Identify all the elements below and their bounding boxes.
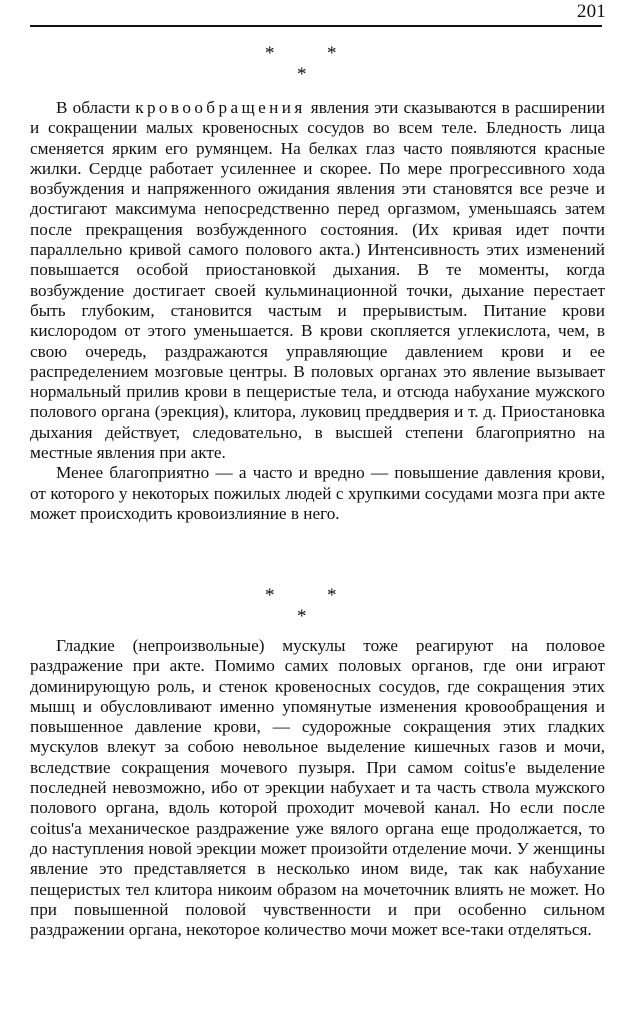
paragraph-circulation <box>30 98 605 463</box>
separator-star: * <box>327 585 337 606</box>
paragraph-body: явления эти сказываются в расширении и сокращении малых кровеносных сосудов во всем теле. Бледность лица сменяется ярким его румянцем. На белках глаз часто появляются красные жилки. Сердце работает усиленнее и скорее. По мере прогрессивного хода возбуждения и напряженного ожидания явления эти становятся все резче и достигают максимума непосредственно перед оргазмом, уменьшаясь затем после прекращения возбужденного состояния. (Их кривая идет почти параллельно кривой самого полового акта.) Интенсивность этих изменений повышается особой приостановкой дыхания. В те моменты, когда возбуждение достигает своей кульминационной точки, дыхание перестает быть глубоким, становится частым и прерывистым. Питание крови кислородом от этого уменьшается. В крови скопляется углекислота, чем, в свою очередь, раздражаются управляющие давлением крови и ее распределением мозговые центры. В половых органах это явление вызывает нормальный прилив крови в пещеристые тела, и отсюда набухание мужского полового органа (эрекция), клитора, луковиц преддверия и т. д. Приостановка дыхания действует, следовательно, в высшей степени благоприятно на местные явления при акте. <box>30 98 605 463</box>
header-rule <box>30 25 602 27</box>
separator-star: * <box>327 43 337 64</box>
section-separator <box>0 586 620 630</box>
emphasized-term: кровообращения <box>135 98 306 117</box>
paragraph-smooth-muscles: Гладкие (непроизвольные) мускулы тоже реагируют на половое раздражение при акте. Помимо самих половых органов, где они играют доминирующую роль, и стенок кровеносных сосудов, где сокращения этих мышц и обусловливают именно упомянутые изменения кровообращения и повышенное давление крови, — судорожные сокращения этих гладких мускулов влекут за собою невольное выделение кишечных газов и мочи, вследствие сокращения мочевого пузыря. При самом coitus'е выделение последней невозможно, ибо от эрекции набухает и та часть ствола мужского полового органа, вдоль которой проходит мочевой канал. Но если после coitus'а механическое раздражение уже вялого органа еще продолжается, то до наступления новой эрекции может произойти отделение мочи. У женщины явление это представляется в несколько ином виде, так как набухание пещеристых тел клитора никоим образом на мочеточник влиять не может. Но при повышенной половой чувственности и при особенно сильном раздражении органа, некоторое количество мочи может все-таки отделяться. <box>30 636 605 940</box>
page-number: 201 <box>576 1 606 22</box>
paragraph-blood-pressure: Менее благоприятно — а часто и вредно — повышение давления крови, от которого у некоторых пожилых людей с хрупкими сосудами мозга при акте может происходить кровоизлияние в него. <box>30 463 605 523</box>
separator-star: * <box>265 585 275 606</box>
section-2-text <box>30 636 605 940</box>
separator-star: * <box>265 43 275 64</box>
separator-star: * <box>297 606 307 627</box>
separator-star: * <box>297 64 307 85</box>
section-1-text <box>30 98 605 524</box>
section-separator <box>0 44 620 88</box>
paragraph-start: В области <box>56 98 136 117</box>
